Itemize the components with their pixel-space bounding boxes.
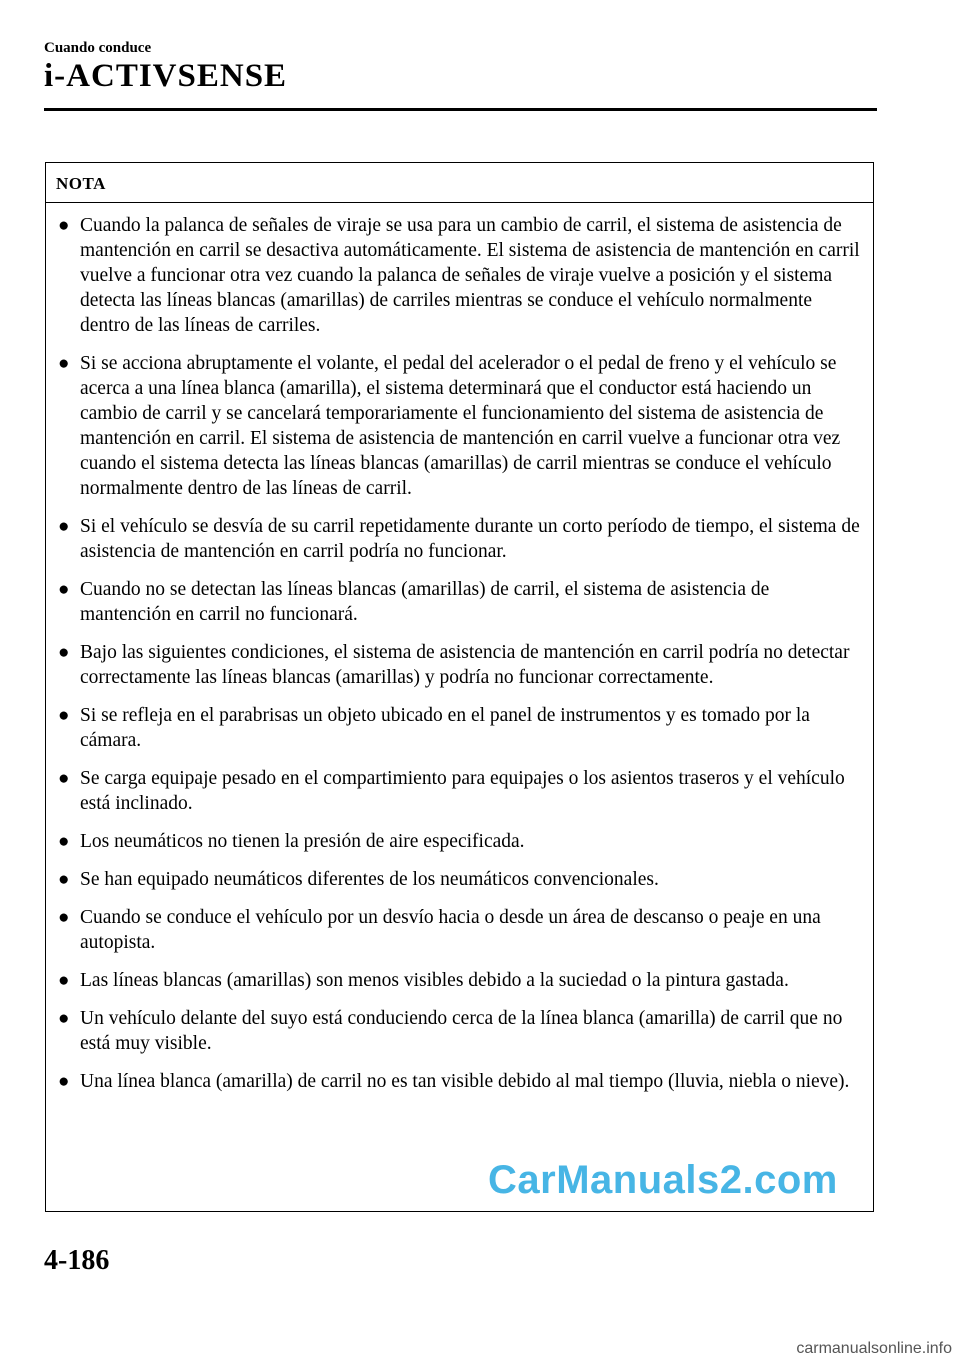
bullet-icon: ● [58,353,70,374]
list-item [46,905,863,955]
bullet-icon: ● [58,970,70,991]
section-label: Cuando conduce [44,40,152,56]
bullet-icon: ● [58,579,70,600]
watermark: CarManuals2.com [488,1158,838,1202]
header-divider [44,108,877,111]
note-box [45,162,874,1212]
page-title: i-ACTIVSENSE [44,58,288,94]
bullet-icon: ● [58,831,70,852]
bullet-icon: ● [58,215,70,236]
bullet-icon: ● [58,1071,70,1092]
list-item-text: Una línea blanca (amarilla) de carril no es tan visible debido al mal tiempo (lluvia, niebla o nieve). [80,1071,850,1092]
list-item-text: Bajo las siguientes condiciones, el sistema de asistencia de mantención en carril podría no detectar correctamente las líneas blancas (amarillas) y podría no funcionar correctamente. [80,642,850,688]
list-item-text: Si se refleja en el parabrisas un objeto ubicado en el panel de instrumentos y es tomado por la cámara. [80,705,810,751]
bullet-icon: ● [58,907,70,928]
page-number: 4-186 [44,1245,110,1276]
list-item [46,351,863,501]
list-item [46,514,863,564]
list-item [46,968,863,993]
list-item-text: Si el vehículo se desvía de su carril repetidamente durante un corto período de tiempo, el sistema de asistencia de mantención en carril podría no funcionar. [80,516,860,562]
list-item-text: Un vehículo delante del suyo está conduciendo cerca de la línea blanca (amarilla) de carril que no está muy visible. [80,1008,843,1054]
list-item [46,213,863,338]
list-item-text: Se han equipado neumáticos diferentes de los neumáticos convencionales. [80,869,659,890]
footer-url: carmanualsonline.info [796,1340,952,1357]
list-item-text: Los neumáticos no tienen la presión de aire especificada. [80,831,525,852]
bullet-icon: ● [58,705,70,726]
bullet-icon: ● [58,1008,70,1029]
list-item-text: Cuando la palanca de señales de viraje se usa para un cambio de carril, el sistema de asistencia de mantención en carril se desactiva automáticamente. El sistema de asistencia de mantención en carril vuelve a funcionar otra vez cuando la palanca de señales de viraje vuelve a posición y el sistema detecta las líneas blancas (amarillas) de carriles mientras se conduce el vehículo normalmente dentro de las líneas de carriles. [80,215,860,336]
list-item [46,1006,863,1056]
list-item [46,829,863,854]
list-item-text: Las líneas blancas (amarillas) son menos visibles debido a la suciedad o la pintura gastada. [80,970,789,991]
list-item-text: Cuando no se detectan las líneas blancas (amarillas) de carril, el sistema de asistencia de mantención en carril no funcionará. [80,579,770,625]
list-item-text: Se carga equipaje pesado en el compartimiento para equipajes o los asientos traseros y el vehículo está inclinado. [80,768,845,814]
bullet-icon: ● [58,642,70,663]
note-list [46,203,873,1094]
list-item [46,766,863,816]
list-item [46,1069,863,1094]
list-item [46,640,863,690]
note-label: NOTA [46,163,873,203]
bullet-icon: ● [58,869,70,890]
bullet-icon: ● [58,768,70,789]
list-item [46,867,863,892]
list-item-text: Si se acciona abruptamente el volante, el pedal del acelerador o el pedal de freno y el vehículo se acerca a una línea blanca (amarilla), el sistema determinará que el conductor está haciendo un cambio de carril y se cancelará temporariamente el funcionamiento del sistema de asistencia de mantención en carril. El sistema de asistencia de mantención en carril vuelve a funcionar otra vez cuando el sistema detecta las líneas blancas (amarillas) de carril mientras se conduce el vehículo normalmente dentro de las líneas de carril. [80,353,841,499]
bullet-icon: ● [58,516,70,537]
list-item-text: Cuando se conduce el vehículo por un desvío hacia o desde un área de descanso o peaje en una autopista. [80,907,821,953]
list-item [46,577,863,627]
list-item [46,703,863,753]
